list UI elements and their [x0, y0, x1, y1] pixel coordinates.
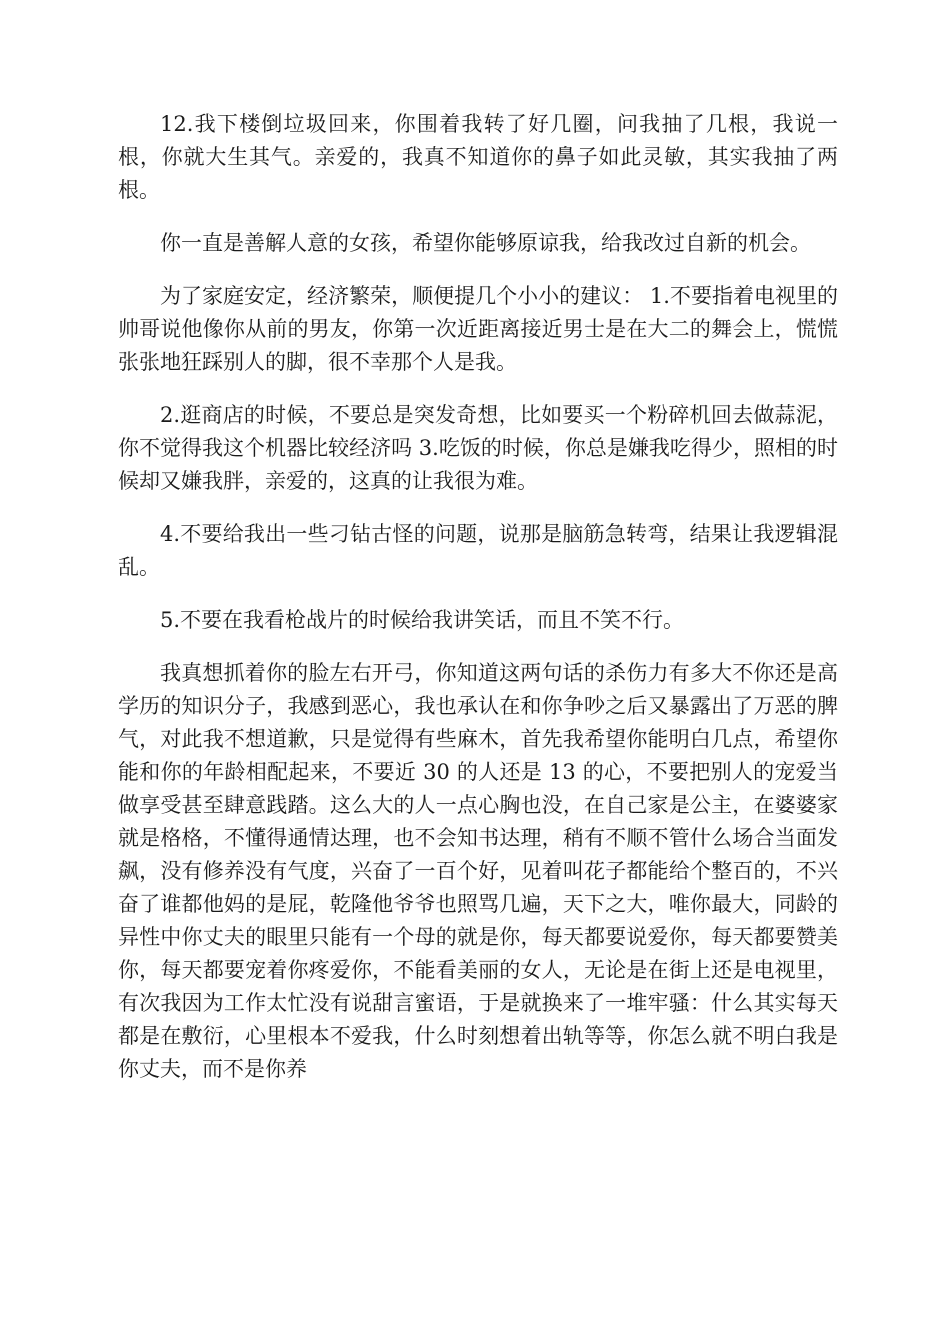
paragraph-2: 你一直是善解人意的女孩，希望你能够原谅我，给我改过自新的机会。 [160, 231, 811, 255]
paragraph-5: 4.不要给我出一些刁钻古怪的问题，说那是脑筋急转弯，结果让我逻辑混乱。 [118, 522, 838, 579]
paragraph-1: 12.我下楼倒垃圾回来，你围着我转了好几圈，问我抽了几根，我说一根，你就大生其气。亲爱的，我真不知道你的鼻子如此灵敏，其实我抽了两根。 [118, 112, 838, 202]
document-body [118, 108, 838, 1106]
paragraph-3: 为了家庭安定，经济繁荣，顺便提几个小小的建议： 1.不要指着电视里的帅哥说他像你从前的男友，你第一次近距离接近男士是在大二的舞会上，慌慌张张地狂踩别人的脚，很不幸那个人是我。 [118, 284, 838, 374]
paragraph-6: 5.不要在我看枪战片的时候给我讲笑话，而且不笑不行。 [160, 608, 685, 632]
paragraph-7: 我真想抓着你的脸左右开弓，你知道这两句话的杀伤力有多大不你还是高学历的知识分子，我感到恶心，我也承认在和你争吵之后又暴露出了万恶的脾气，对此我不想道歉，只是觉得有些麻木，首先我希望你能明白几点，希望你能和你的年龄相配起来，不要近 30 的人还是 13 的心，不要把别人的宠爱当做享受甚至肆意践踏。这么大的人一点心胸也没，在自己家是公主，在婆婆家就是格格，不懂得通情达理，也不会知书达理，稍有不顺不管什么场合当面发飙，没有修养没有气度，兴奋了一百个好，见着叫花子都能给个整百的，不兴奋了谁都他妈的是屁，乾隆他爷爷也照骂几遍，天下之大，唯你最大，同龄的异性中你丈夫的眼里只能有一个母的就是你，每天都要说爱你，每天都要赞美你，每天都要宠着你疼爱你，不能看美丽的女人，无论是在街上还是电视里，有次我因为工作太忙没有说甜言蜜语，于是就换来了一堆牢骚：什么其实每天都是在敷衍，心里根本不爱我，什么时刻想着出轨等等，你怎么就不明白我是你丈夫，而不是你养 [118, 661, 838, 1081]
paragraph-4: 2.逛商店的时候，不要总是突发奇想，比如要买一个粉碎机回去做蒜泥，你不觉得我这个机器比较经济吗 3.吃饭的时候，你总是嫌我吃得少，照相的时候却又嫌我胖，亲爱的，这真的让我很为难。 [118, 403, 838, 493]
